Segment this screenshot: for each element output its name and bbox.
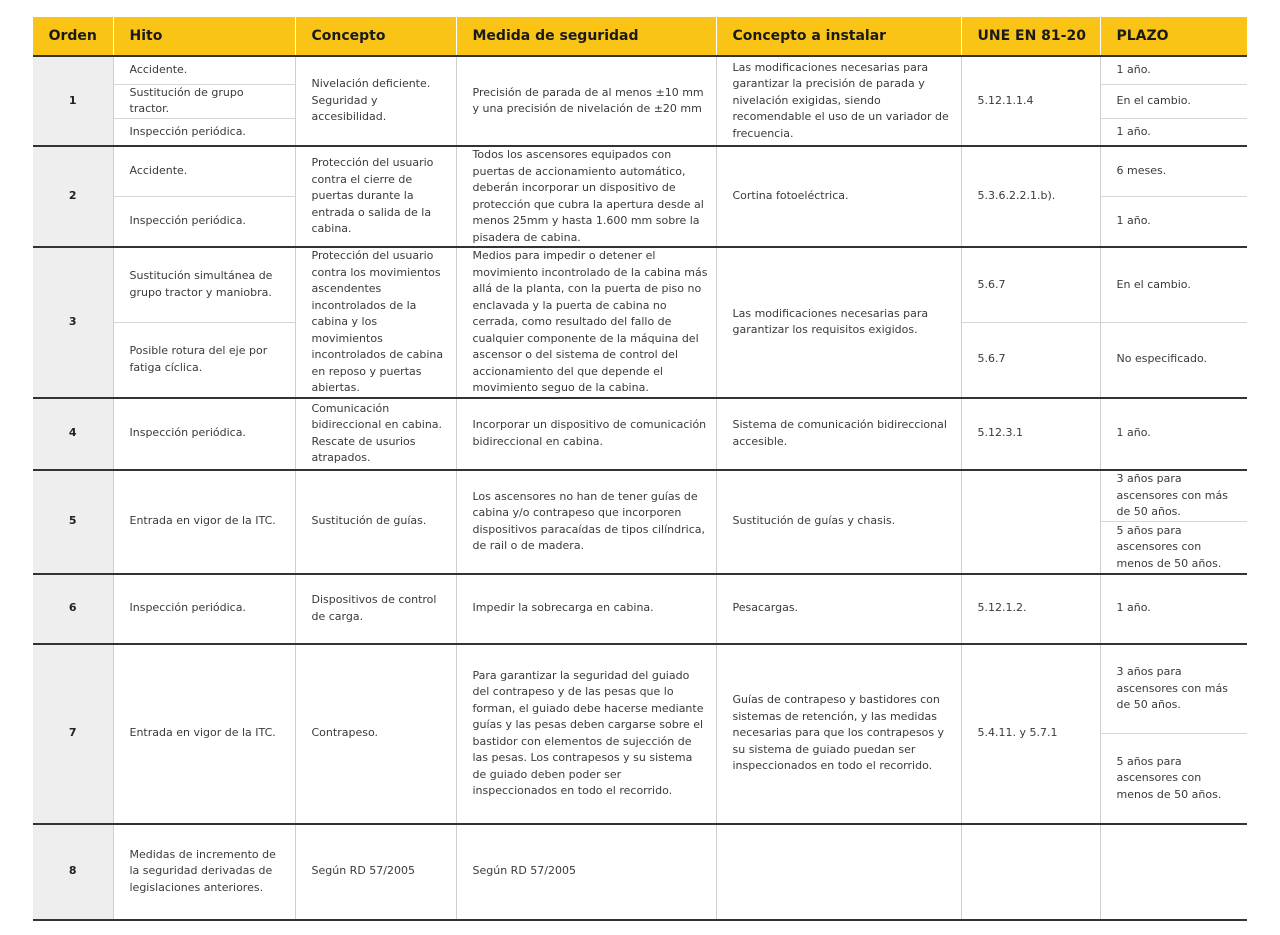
- concepto-cell: Nivelación deficiente. Seguridad y accesibilidad.: [295, 56, 456, 146]
- une-cell: 5.12.1.2.: [961, 574, 1100, 644]
- orden-cell: 5: [33, 470, 113, 574]
- plazo-cell: 5 años para ascensores con menos de 50 años.: [1100, 734, 1247, 824]
- safety-table-container: [33, 17, 1247, 921]
- concepto-instalar-cell: Las modificaciones necesarias para garantizar los requisitos exigidos.: [716, 247, 961, 398]
- table-row: [33, 146, 1247, 197]
- une-cell: 5.12.1.1.4: [961, 56, 1100, 146]
- concepto-cell: Dispositivos de control de carga.: [295, 574, 456, 644]
- hito-cell: Posible rotura del eje por fatiga cíclica.: [113, 322, 295, 397]
- header-concepto: Concepto: [295, 17, 456, 56]
- plazo-cell: 5 años para ascensores con menos de 50 años.: [1100, 522, 1247, 574]
- orden-cell: 8: [33, 824, 113, 920]
- medida-cell: Impedir la sobrecarga en cabina.: [456, 574, 716, 644]
- table-row: [33, 470, 1247, 522]
- medida-cell: Incorporar un dispositivo de comunicación bidireccional en cabina.: [456, 398, 716, 470]
- concepto-instalar-cell: Las modificaciones necesarias para garantizar la precisión de parada y nivelación exigidas, siendo recomendable el uso de un variador de frecuencia.: [716, 56, 961, 146]
- plazo-cell: En el cambio.: [1100, 84, 1247, 118]
- header-concepto-instalar: Concepto a instalar: [716, 17, 961, 56]
- orden-cell: 3: [33, 247, 113, 398]
- concepto-instalar-cell: [716, 824, 961, 920]
- hito-cell: Sustitución simultánea de grupo tractor y maniobra.: [113, 247, 295, 322]
- plazo-cell: En el cambio.: [1100, 247, 1247, 322]
- orden-cell: 1: [33, 56, 113, 146]
- plazo-cell: 1 año.: [1100, 56, 1247, 84]
- une-cell: [961, 824, 1100, 920]
- concepto-instalar-cell: Sistema de comunicación bidireccional accesible.: [716, 398, 961, 470]
- concepto-cell: Protección del usuario contra el cierre de puertas durante la entrada o salida de la cabina.: [295, 146, 456, 247]
- header-medida: Medida de seguridad: [456, 17, 716, 56]
- orden-cell: 7: [33, 644, 113, 824]
- plazo-cell: 6 meses.: [1100, 146, 1247, 197]
- table-row: [33, 56, 1247, 84]
- hito-cell: Inspección periódica.: [113, 197, 295, 248]
- medida-cell: Medios para impedir o detener el movimiento incontrolado de la cabina más allá de la planta, con la puerta de piso no enclavada y la puerta de cabina no cerrada, como resultado del fallo de cualquier componente de la máquina del ascensor o del sistema de control del accionamiento del que depende el movimiento seguo de la cabina.: [456, 247, 716, 398]
- concepto-cell: Protección del usuario contra los movimientos ascendentes incontrolados de la cabina y los movimientos incontrolados de cabina en reposo y puertas abiertas.: [295, 247, 456, 398]
- medida-cell: Para garantizar la seguridad del guiado del contrapeso y de las pesas que lo forman, el guiado debe hacerse mediante guías y las pesas deben cargarse sobre el bastidor con elementos de sujección de las pesas. Los contrapesos y su sistema de guiado deben poder ser inspeccionados en todo el recorrido.: [456, 644, 716, 824]
- concepto-cell: Comunicación bidireccional en cabina. Rescate de usurios atrapados.: [295, 398, 456, 470]
- orden-cell: 2: [33, 146, 113, 247]
- table-row: [33, 824, 1247, 920]
- concepto-instalar-cell: Cortina fotoeléctrica.: [716, 146, 961, 247]
- header-une: UNE EN 81-20: [961, 17, 1100, 56]
- hito-cell: Entrada en vigor de la ITC.: [113, 644, 295, 824]
- une-cell: 5.12.3.1: [961, 398, 1100, 470]
- medida-cell: Según RD 57/2005: [456, 824, 716, 920]
- plazo-cell: [1100, 824, 1247, 920]
- une-cell: 5.3.6.2.2.1.b).: [961, 146, 1100, 247]
- plazo-cell: 1 año.: [1100, 197, 1247, 248]
- concepto-instalar-cell: Guías de contrapeso y bastidores con sistemas de retención, y las medidas necesarias para que los contrapesos y su sistema de guiado puedan ser inspeccionados en todo el recorrido.: [716, 644, 961, 824]
- plazo-cell: 1 año.: [1100, 118, 1247, 146]
- header-plazo: PLAZO: [1100, 17, 1247, 56]
- table-body: [33, 56, 1247, 920]
- header-hito: Hito: [113, 17, 295, 56]
- hito-cell: Inspección periódica.: [113, 398, 295, 470]
- orden-cell: 4: [33, 398, 113, 470]
- header-orden: Orden: [33, 17, 113, 56]
- concepto-instalar-cell: Sustitución de guías y chasis.: [716, 470, 961, 574]
- une-cell: 5.6.7: [961, 322, 1100, 397]
- concepto-cell: Según RD 57/2005: [295, 824, 456, 920]
- hito-cell: Accidente.: [113, 56, 295, 84]
- plazo-cell: 1 año.: [1100, 398, 1247, 470]
- plazo-cell: 1 año.: [1100, 574, 1247, 644]
- une-cell: 5.6.7: [961, 247, 1100, 322]
- header-row: [33, 17, 1247, 56]
- plazo-cell: No especificado.: [1100, 322, 1247, 397]
- une-cell: [961, 470, 1100, 574]
- medida-cell: Precisión de parada de al menos ±10 mm y una precisión de nivelación de ±20 mm: [456, 56, 716, 146]
- hito-cell: Medidas de incremento de la seguridad derivadas de legislaciones anteriores.: [113, 824, 295, 920]
- une-cell: 5.4.11. y 5.7.1: [961, 644, 1100, 824]
- plazo-cell: 3 años para ascensores con más de 50 años.: [1100, 470, 1247, 522]
- plazo-cell: 3 años para ascensores con más de 50 años.: [1100, 644, 1247, 734]
- concepto-cell: Sustitución de guías.: [295, 470, 456, 574]
- table-row: [33, 398, 1247, 470]
- medida-cell: Los ascensores no han de tener guías de cabina y/o contrapeso que incorporen dispositivos paracaídas de tipos cilíndrica, de rail o de madera.: [456, 470, 716, 574]
- table-row: [33, 574, 1247, 644]
- orden-cell: 6: [33, 574, 113, 644]
- concepto-cell: Contrapeso.: [295, 644, 456, 824]
- medida-cell: Todos los ascensores equipados con puertas de accionamiento automático, deberán incorporar un dispositivo de protección que cubra la apertura desde al menos 25mm y hasta 1.600 mm sobre la pisadera de cabina.: [456, 146, 716, 247]
- hito-cell: Accidente.: [113, 146, 295, 197]
- hito-cell: Sustitución de grupo tractor.: [113, 84, 295, 118]
- table-row: [33, 247, 1247, 322]
- hito-cell: Entrada en vigor de la ITC.: [113, 470, 295, 574]
- concepto-instalar-cell: Pesacargas.: [716, 574, 961, 644]
- hito-cell: Inspección periódica.: [113, 118, 295, 146]
- hito-cell: Inspección periódica.: [113, 574, 295, 644]
- table-row: [33, 644, 1247, 734]
- safety-measures-table: [33, 17, 1247, 921]
